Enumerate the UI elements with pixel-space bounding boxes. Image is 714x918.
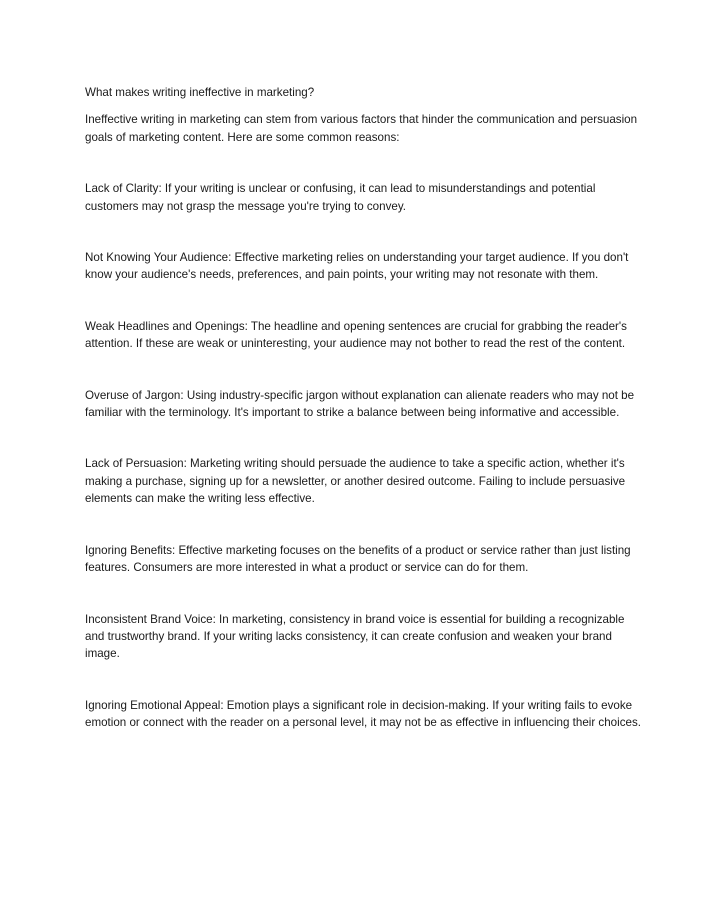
paragraph-inconsistent-brand-voice: Inconsistent Brand Voice: In marketing, consistency in brand voice is essential for building a recognizable and trustworthy brand. If your writing lacks consistency, it can create confusion and weaken your brand image. [85,612,625,661]
paragraph-weak-headlines: Weak Headlines and Openings: The headline and opening sentences are crucial for grabbing the reader's attention. If these are weak or uninteresting, your audience may not bother to read the rest of the content. [85,319,627,351]
paragraph-ignoring-emotional-appeal: Ignoring Emotional Appeal: Emotion plays a significant role in decision-making. If your writing fails to evoke emotion or connect with the reader on a personal level, it may not be as effective in influencing their choices. [85,698,641,730]
document-body [85,84,641,732]
paragraph-ignoring-benefits: Ignoring Benefits: Effective marketing focuses on the benefits of a product or service rather than just listing features. Consumers are more interested in what a product or service can do for them. [85,543,631,575]
intro-paragraph: Ineffective writing in marketing can stem from various factors that hinder the communication and persuasion goals of marketing content. Here are some common reasons: [85,113,638,144]
paragraph-lack-of-persuasion: Lack of Persuasion: Marketing writing should persuade the audience to take a specific action, whether it's making a purchase, signing up for a newsletter, or another desired outcome. Failing to include persuasive elements can make the writing less effective. [85,457,626,506]
document-heading: What makes writing ineffective in marketing? [85,86,315,99]
paragraph-not-knowing-audience: Not Knowing Your Audience: Effective marketing relies on understanding your target audience. If you don't know your audience's needs, preferences, and pain points, your writing may not resonate with them. [85,251,629,282]
paragraph-overuse-of-jargon: Overuse of Jargon: Using industry-specific jargon without explanation can alienate readers who may not be familiar with the terminology. It's important to strike a balance between being informative and accessible. [85,388,635,420]
paragraph-lack-of-clarity: Lack of Clarity: If your writing is unclear or confusing, it can lead to misunderstandings and potential customers may not grasp the message you're trying to convey. [85,182,596,213]
